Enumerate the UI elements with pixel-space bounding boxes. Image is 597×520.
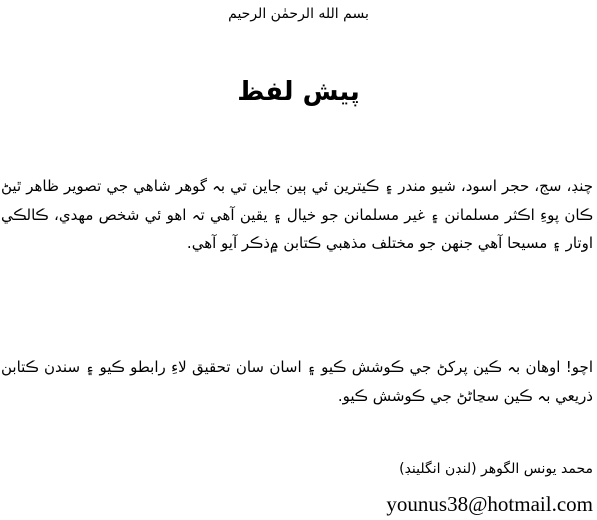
paragraph-intro: چنڊ، سج، حجر اسود، شيو مندر ۽ ڪيترين ئي ٻين جاين تي بہ گوهر شاهي جي تصوير ظاهر ٿيڻ ڪان پوءِ اڪثر مسلمانن ۽ غير مسلمانن جو خيال ۽ يقين آهي تہ اهو ئي شخص مهدي، ڪالڪي اوتار ۽ مسيحا آهي جنهن جو مختلف مذهبي ڪتابن ۾ذڪر آيو آهي.	[1, 177, 593, 252]
author-signature: محمد يونس الگوهر (لنڊن انگلينڊ)	[399, 461, 593, 477]
bismillah-heading: بسم الله الرحمٰن الرحيم	[228, 6, 369, 22]
paragraph-invitation: اچو! اوهان بہ ڪين پرکڻ جي ڪوشش ڪيو ۽ اسان سان تحقيق لاءِ رابطو ڪيو ۽ سندن ڪتابن ذريعي بہ ڪين سڃاڻڻ جي ڪوشش ڪيو.	[1, 358, 593, 405]
author-email: younus38@hotmail.com	[386, 492, 593, 516]
page-title: پيش لفظ	[237, 77, 360, 107]
